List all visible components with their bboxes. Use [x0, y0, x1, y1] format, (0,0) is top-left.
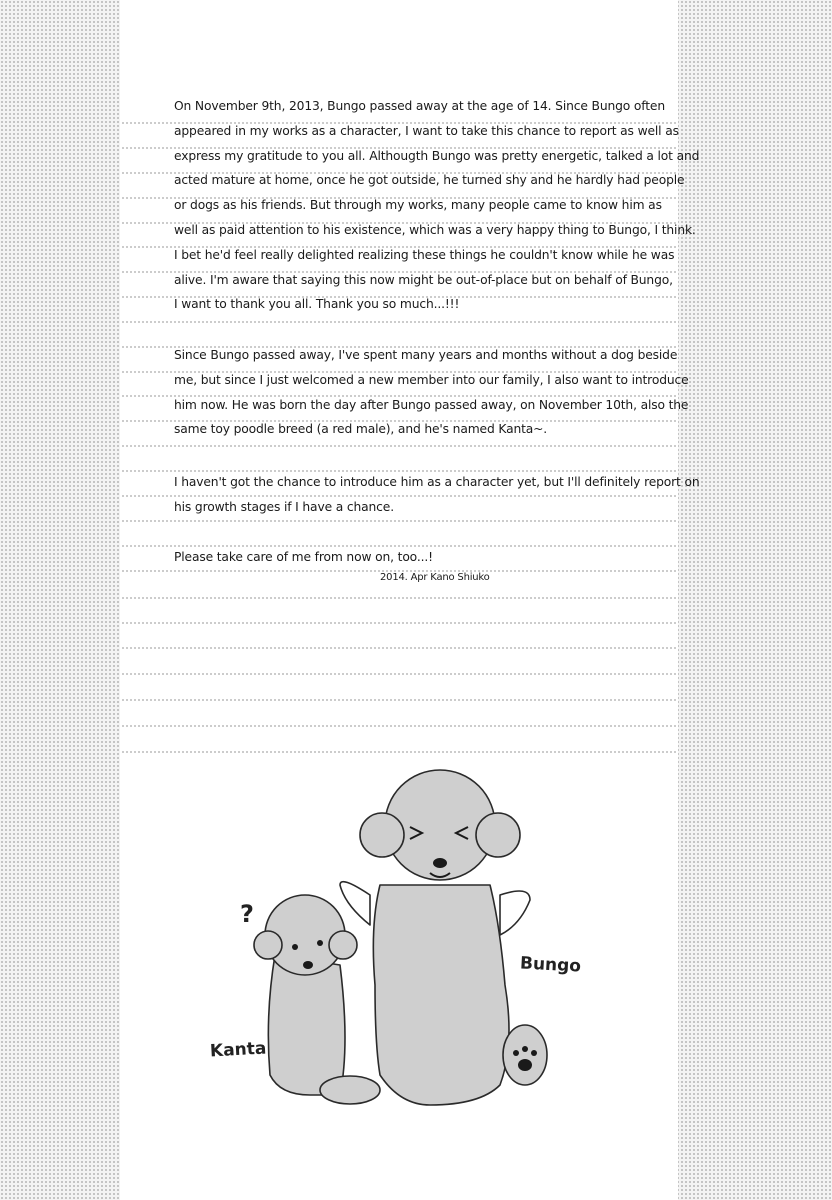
text-line: or dogs as his friends. But through my works, many people came to know him as	[174, 198, 662, 213]
text-line: Please take care of me from now on, too...!	[174, 550, 433, 564]
text-line: appeared in my works as a character, I want to take this chance to report as well as	[174, 123, 679, 138]
text-line: alive. I'm aware that saying this now might be out-of-place but on behalf of Bungo,	[174, 272, 673, 287]
kanta-label: Kanta	[209, 1038, 267, 1062]
text-line: well as paid attention to his existence, which was a very happy thing to Bungo, I think.	[174, 222, 696, 237]
paragraph-2	[174, 343, 689, 442]
text-line: same toy poodle breed (a red male), and he's named Kanta~.	[174, 422, 548, 437]
paragraph-4	[174, 545, 664, 570]
question-mark-label: ?	[240, 900, 254, 928]
text-line: I bet he'd feel really delighted realizing these things he couldn't know while he was	[174, 247, 675, 262]
text-line: his growth stages if I have a chance.	[174, 499, 394, 514]
text-line: Since Bungo passed away, I've spent many years and months without a dog beside	[174, 348, 678, 362]
text-line: me, but since I just welcomed a new member into our family, I also want to introduce	[174, 372, 689, 387]
text-line: I want to thank you all. Thank you so much...!!!	[174, 297, 460, 312]
signature: 2014. Apr Kano Shiuko	[380, 572, 490, 583]
paragraph-1	[174, 94, 700, 317]
text-line: express my gratitude to you all. Althougth Bungo was pretty energetic, talked a lot and	[174, 148, 700, 163]
text-line: On November 9th, 2013, Bungo passed away at the age of 14. Since Bungo often	[174, 99, 665, 113]
paragraph-3	[174, 470, 700, 520]
poodles-illustration	[200, 755, 600, 1135]
text-line: acted mature at home, once he got outside, he turned shy and he hardly had people	[174, 173, 685, 188]
text-line: him now. He was born the day after Bungo passed away, on November 10th, also the	[174, 397, 689, 412]
text-line: I haven't got the chance to introduce him as a character yet, but I'll definitely report on	[174, 475, 700, 489]
bungo-label: Bungo	[519, 953, 582, 977]
